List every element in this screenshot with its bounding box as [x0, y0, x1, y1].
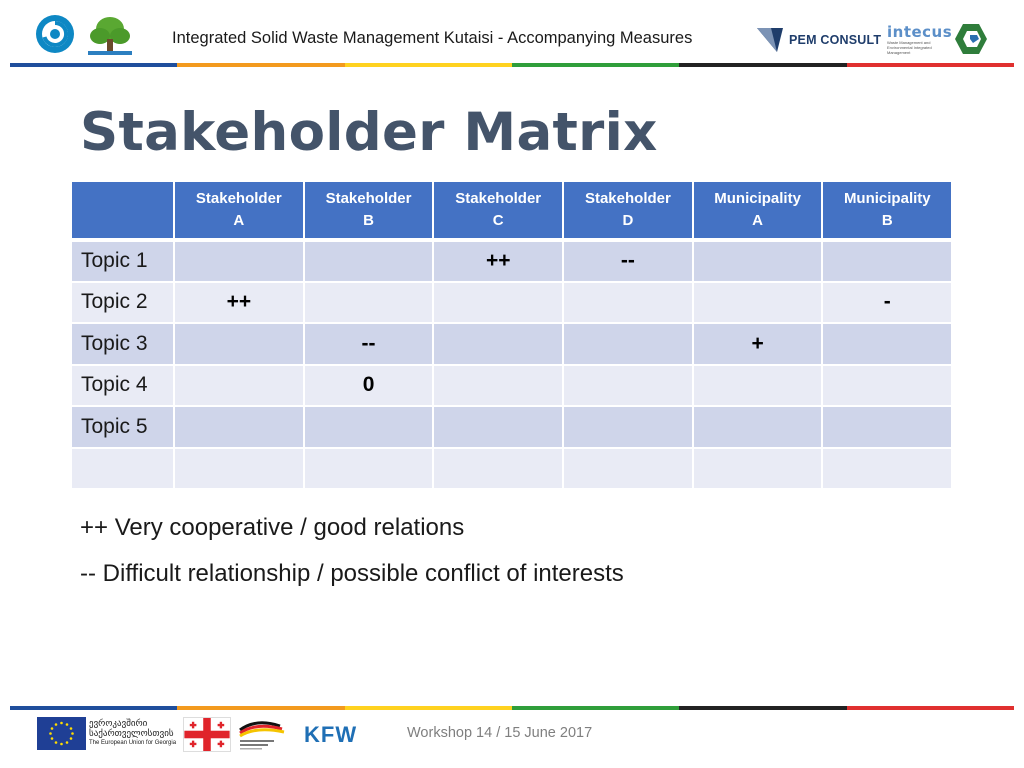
matrix-header-row	[71, 181, 952, 240]
kfw-logo: KFW	[304, 722, 358, 747]
matrix-cell: +	[693, 323, 823, 365]
matrix-cell	[693, 282, 823, 324]
pem-consult-logo	[757, 27, 881, 53]
matrix-cell	[822, 240, 952, 282]
matrix-cell	[433, 448, 563, 490]
matrix-cell	[304, 240, 434, 282]
matrix-row	[71, 323, 952, 365]
header-stripe	[10, 63, 1014, 67]
pem-consult-icon	[757, 28, 783, 52]
eu-for-georgia-text: ევროკავშირი საქართველოსთვის The European Union for Georgia	[89, 718, 177, 746]
matrix-column-header: Stakeholder C	[433, 181, 563, 240]
tree-logo	[86, 14, 134, 58]
matrix-cell	[563, 406, 693, 448]
matrix-cell	[304, 406, 434, 448]
matrix-cell	[693, 365, 823, 407]
matrix-cell	[174, 240, 304, 282]
matrix-cell	[822, 323, 952, 365]
header-title: Integrated Solid Waste Management Kutaisi - Accompanying Measures	[172, 29, 693, 47]
matrix-cell	[563, 448, 693, 490]
matrix-column-header: Stakeholder A	[174, 181, 304, 240]
matrix-cell	[563, 365, 693, 407]
matrix-column-header: Municipality A	[693, 181, 823, 240]
matrix-row-label: Topic 2	[71, 282, 174, 324]
matrix-cell	[304, 282, 434, 324]
matrix-cell	[693, 406, 823, 448]
intecus-name: intecus	[887, 23, 953, 41]
matrix-cell	[174, 406, 304, 448]
matrix-cell	[304, 448, 434, 490]
georgia-flag-icon	[183, 717, 231, 752]
eu-flag-icon	[37, 717, 86, 750]
matrix-row-label: Topic 5	[71, 406, 174, 448]
matrix-cell: ++	[433, 240, 563, 282]
matrix-row	[71, 406, 952, 448]
matrix-column-header: Stakeholder D	[563, 181, 693, 240]
matrix-cell	[822, 365, 952, 407]
matrix-column-header: Stakeholder B	[304, 181, 434, 240]
intecus-logo	[887, 23, 953, 55]
matrix-cell	[433, 323, 563, 365]
waste-management-logo	[35, 14, 75, 54]
matrix-cell	[563, 323, 693, 365]
matrix-cell: --	[563, 240, 693, 282]
matrix-cell	[433, 282, 563, 324]
matrix-cell	[174, 323, 304, 365]
footer-stripe	[10, 706, 1014, 710]
stakeholder-matrix	[70, 180, 953, 490]
matrix-cell	[693, 448, 823, 490]
matrix-cell: -	[822, 282, 952, 324]
gg-logo	[953, 22, 989, 56]
matrix-row	[71, 282, 952, 324]
legend-good-relations: ++ Very cooperative / good relations	[80, 514, 465, 541]
matrix-cell: 0	[304, 365, 434, 407]
matrix-row-label: Topic 4	[71, 365, 174, 407]
matrix-cell	[822, 448, 952, 490]
matrix-cell	[693, 240, 823, 282]
matrix-cell	[563, 282, 693, 324]
legend-difficult-relations: -- Difficult relationship / possible conflict of interests	[80, 560, 624, 587]
matrix-column-header: Municipality B	[822, 181, 952, 240]
pem-consult-name: PEM CONSULT	[789, 33, 882, 47]
matrix-cell	[822, 406, 952, 448]
workshop-date: Workshop 14 / 15 June 2017	[407, 725, 593, 741]
matrix-row-label: Topic 3	[71, 323, 174, 365]
matrix-row	[71, 240, 952, 282]
matrix-cell: --	[304, 323, 434, 365]
matrix-corner-cell	[71, 181, 174, 240]
intecus-subtitle: Waste Management and Environmental Integrated Management	[887, 40, 932, 55]
slide-title: Stakeholder Matrix	[80, 102, 658, 163]
matrix-cell	[433, 365, 563, 407]
matrix-cell	[433, 406, 563, 448]
german-cooperation-logo	[236, 716, 298, 752]
matrix-row	[71, 448, 952, 490]
matrix-row-label	[71, 448, 174, 490]
matrix-cell	[174, 365, 304, 407]
matrix-cell	[174, 448, 304, 490]
matrix-row	[71, 365, 952, 407]
matrix-row-label: Topic 1	[71, 240, 174, 282]
matrix-cell: ++	[174, 282, 304, 324]
